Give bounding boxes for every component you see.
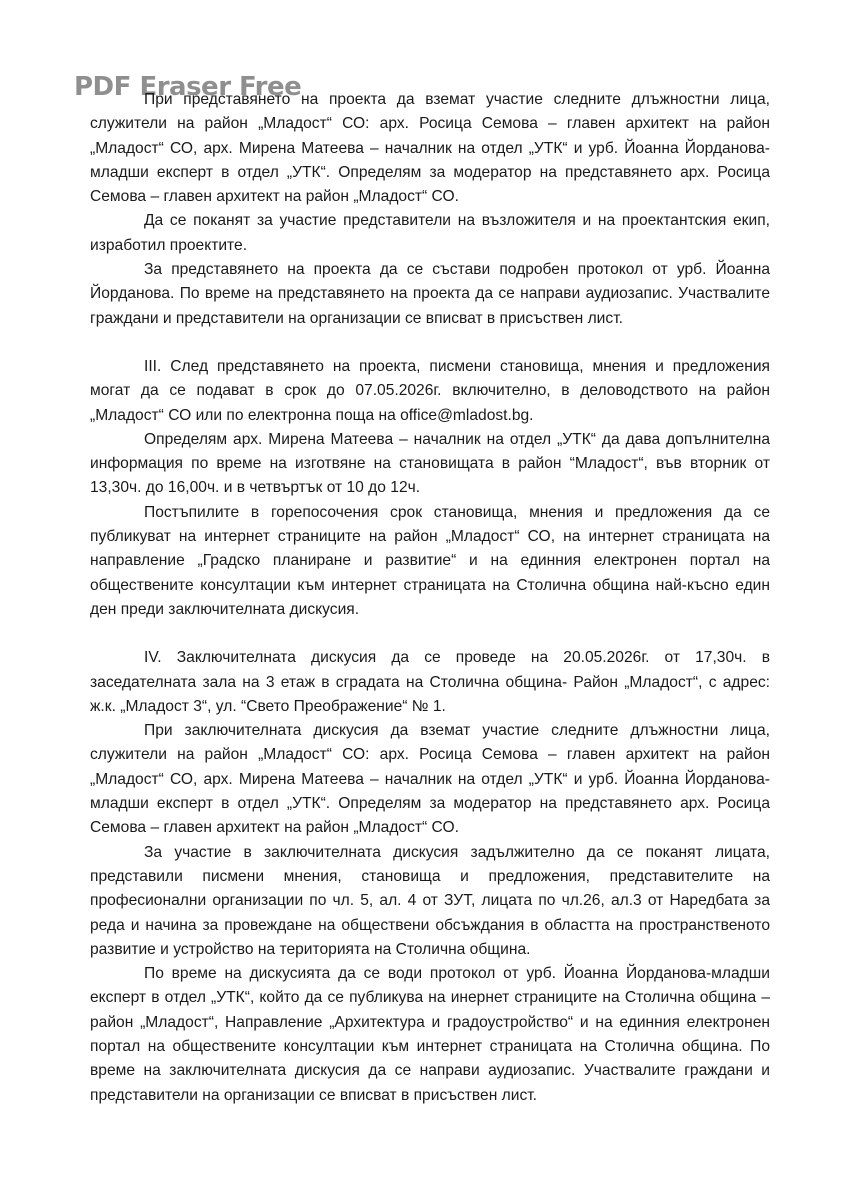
paragraph-publication: Постъпилите в горепосочения срок становища, мнения и предложения да се публикуват на интернет страниците на район „Младост“ СО, на интернет страницата на направление „Градско планиране и развитие“ и на единния електронен портал на обществените консултации към интернет страницата на Столична община най-късно един ден преди заключителната дискусия.	[90, 503, 770, 618]
paragraph-discussion-protocol: По време на дискусията да се води протокол от урб. Йоанна Йорданова-младши експерт в отдел „УТК“, който да се публикува на инернет страниците на Столична община – район „Младост“, Направление „Архитектура и градоустройство“ и на единния електронен портал на обществените консултации към интернет страницата на Столична община. По време на заключителната дискусия да се направи аудиозапис. Участвалите граждани и представители на организации се вписват в присъствен лист.	[90, 965, 770, 1104]
paragraph-mandatory-invitees: За участие в заключителната дискусия задължително да се поканят лицата, представили писмени мнения, становища и предложения, представителите на професионални организации по чл. 5, ал. 4 от ЗУТ, лицата по чл.26, ал.3 от Наредбата за реда и начина за провеждане на обществени обсъждания в областта на пространственото развитие и устройство на територията на Столична община.	[90, 843, 770, 958]
section-gap	[90, 331, 770, 355]
paragraph-section-iii: III. След представянето на проекта, писмени становища, мнения и предложения могат да се подават в срок до 07.05.2026г. включително, в деловодството на район „Младост“ СО или по електронна поща на office@mladost.bg.	[90, 357, 770, 424]
section-gap	[90, 622, 770, 646]
paragraph-additional-info: Определям арх. Мирена Матеева – началник на отдел „УТК“ да дава допълнителна информация по време на изготвяне на становищата в район “Младост“, във вторник от 13,30ч. до 16,00ч. и в четвъртък от 10 до 12ч.	[90, 430, 770, 497]
paragraph-presentation-participants: При представянето на проекта да вземат участие следните длъжностни лица, служители на район „Младост“ СО: арх. Росица Семова – главен архитект на район „Младост“ СО, арх. Мирена Матеева – началник на отдел „УТК“ и урб. Йоанна Йорданова- младши експерт в отдел „УТК“. Определям за модератор на представянето арх. Росица Семова – главен архитект на район „Младост“ СО.	[90, 91, 770, 206]
watermark: PDF Eraser Free	[74, 72, 302, 102]
document-body	[90, 88, 770, 1108]
paragraph-section-iv: IV. Заключителната дискусия да се проведе на 20.05.2026г. от 17,30ч. в заседателната зала на 3 етаж в сградата на Столична община- Район „Младост“, с адрес: ж.к. „Младост 3“, ул. “Свето Преображение“ № 1.	[90, 649, 770, 715]
paragraph-presentation-protocol: За представянето на проекта да се състави подробен протокол от урб. Йоанна Йорданова. По време на представянето на проекта да се направи аудиозапис. Участвалите граждани и представители на организации се вписват в присъствен лист.	[90, 261, 770, 327]
paragraph-invite-representatives: Да се поканят за участие представители на възложителя и на проектантския екип, изработил проектите.	[90, 212, 770, 254]
paragraph-discussion-participants: При заключителната дискусия да вземат участие следните длъжностни лица, служители на район „Младост“ СО: арх. Росица Семова – главен архитект на район „Младост“ СО, арх. Мирена Матеева – началник на отдел „УТК“ и урб. Йоанна Йорданова-младши експерт в отдел „УТК“. Определям за модератор на представянето арх. Росица Семова – главен архитект на район „Младост“ СО.	[90, 722, 770, 837]
